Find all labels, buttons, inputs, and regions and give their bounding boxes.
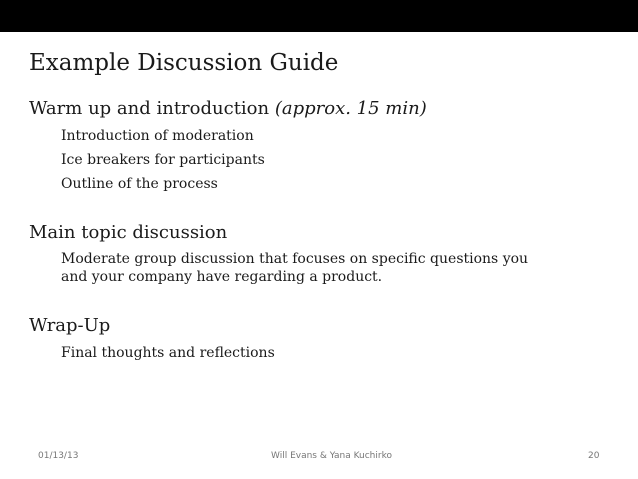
list-item: Outline of the process bbox=[61, 176, 218, 192]
section-heading-aside: (approx. 15 min) bbox=[274, 98, 427, 119]
section-heading-wrap-up: Wrap-Up bbox=[29, 315, 111, 336]
section-heading-warm-up bbox=[29, 98, 427, 119]
footer-page-number: 20 bbox=[588, 451, 600, 461]
footer-date: 01/13/13 bbox=[38, 451, 79, 461]
slide-title: Example Discussion Guide bbox=[29, 50, 339, 76]
section-heading-label: Warm up and introduction bbox=[29, 98, 270, 119]
list-item: Ice breakers for participants bbox=[61, 152, 265, 168]
top-bar bbox=[0, 0, 638, 32]
list-item: Final thoughts and reflections bbox=[61, 345, 275, 361]
section-heading-main-topic: Main topic discussion bbox=[29, 222, 228, 243]
list-item: Moderate group discussion that focuses on specific questions you bbox=[61, 251, 529, 267]
list-item: Introduction of moderation bbox=[61, 128, 254, 144]
footer-authors: Will Evans & Yana Kuchirko bbox=[271, 451, 392, 461]
list-item: and your company have regarding a product. bbox=[61, 269, 383, 285]
